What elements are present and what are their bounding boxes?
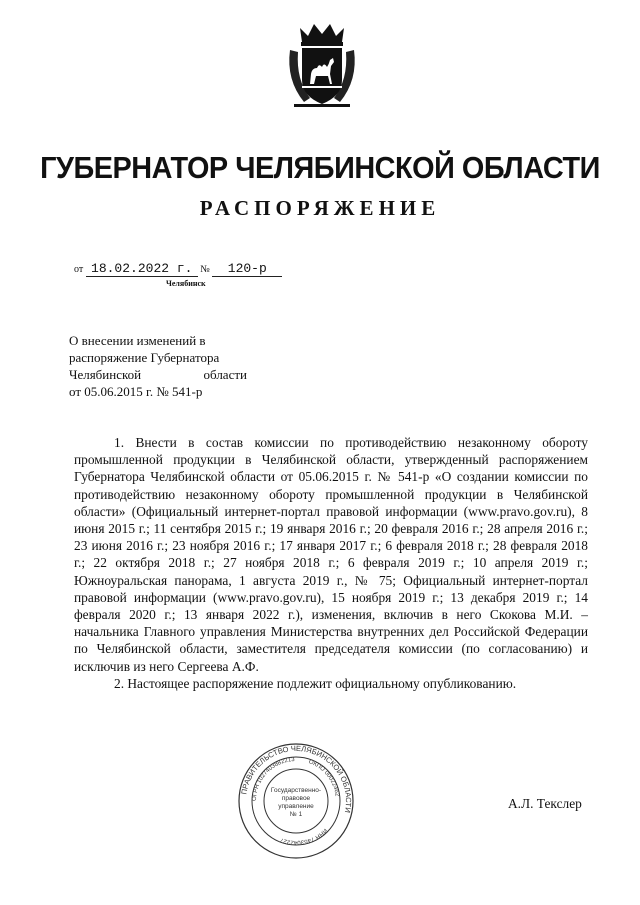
subject-line: распоряжение Губернатора — [69, 350, 220, 365]
subject-word: Челябинской — [69, 367, 142, 382]
stamp-ogrn: ОГРН 1027403882213 — [251, 756, 295, 802]
signer-name: А.Л. Текслер — [508, 796, 582, 811]
subject-line — [69, 366, 247, 383]
document-body — [74, 434, 588, 692]
stamp-okpo: ОКПО 00022462 — [307, 759, 340, 797]
document-date-number — [74, 261, 282, 277]
stamp-center-line: правовое — [281, 795, 311, 802]
header-title: ГУБЕРНАТОР ЧЕЛЯБИНСКОЙ ОБЛАСТИ — [40, 150, 600, 185]
date-prefix: от — [74, 264, 84, 275]
stamp-center-line: управление — [278, 803, 314, 810]
document-type: РАСПОРЯЖЕНИЕ — [199, 196, 441, 220]
body-paragraph-2: 2. Настоящее распоряжение подлежит официальному опубликованию. — [114, 675, 517, 691]
official-stamp-icon — [237, 742, 355, 860]
coat-of-arms-icon — [284, 20, 360, 110]
subject-word: области — [203, 367, 247, 382]
number-prefix: № — [200, 264, 210, 275]
body-paragraph-1: 1. Внести в состав комиссии по противодействию незаконному обороту промышленной продукции в Челябинской области, утвержденный распоряжением Губернатора Челябинской области от 05.06.2015 г. № 541-р «О создании комиссии по противодействию незаконному обороту промышленной продукции в Челябинской области» (Официальный интернет-портал правовой информации (www.pravo.gov.ru), 8 июня 2015 г.; 11 сентября 2015 г.; 19 января 2016 г.; 20 февраля 2016 г.; 28 апреля 2016 г.; 23 июня 2016 г.; 23 ноября 2016 г.; 17 января 2017 г.; 6 февраля 2018 г.; 28 февраля 2018 г.; 22 октября 2018 г.; 27 ноября 2018 г.; 6 февраля 2019 г.; 10 апреля 2019 г.; Южноуральская панорама, 1 августа 2019 г., № 75; Официальный интернет-портал правовой информации (www.pravo.gov.ru), 15 ноября 2019 г.; 13 декабря 2019 г.; 14 февраля 2020 г.; 13 января 2022 г.), изменения, включив в него Скокова М.И. – начальника Главного управления Министерства внутренних дел Российской Федерации по Челябинской области, заместителя председателя комиссии (по согласованию) и исключив из него Сергеева А.Ф. — [74, 435, 588, 674]
stamp-center-line: № 1 — [289, 811, 303, 818]
subject-line: О внесении изменений в — [69, 333, 206, 348]
subject-line: от 05.06.2015 г. № 541-р — [69, 384, 203, 399]
city-label: Челябинск — [166, 279, 206, 288]
document-subject — [69, 332, 247, 400]
stamp-center-line: Государственно- — [270, 787, 322, 794]
stamp-inn: ИНН 7453042227 — [279, 826, 328, 846]
document-number: 120-р — [212, 261, 282, 277]
document-date: 18.02.2022 г. — [86, 261, 198, 277]
stamp-outer-text: ПРАВИТЕЛЬСТВО ЧЕЛЯБИНСКОЙ ОБЛАСТИ — [239, 743, 354, 814]
